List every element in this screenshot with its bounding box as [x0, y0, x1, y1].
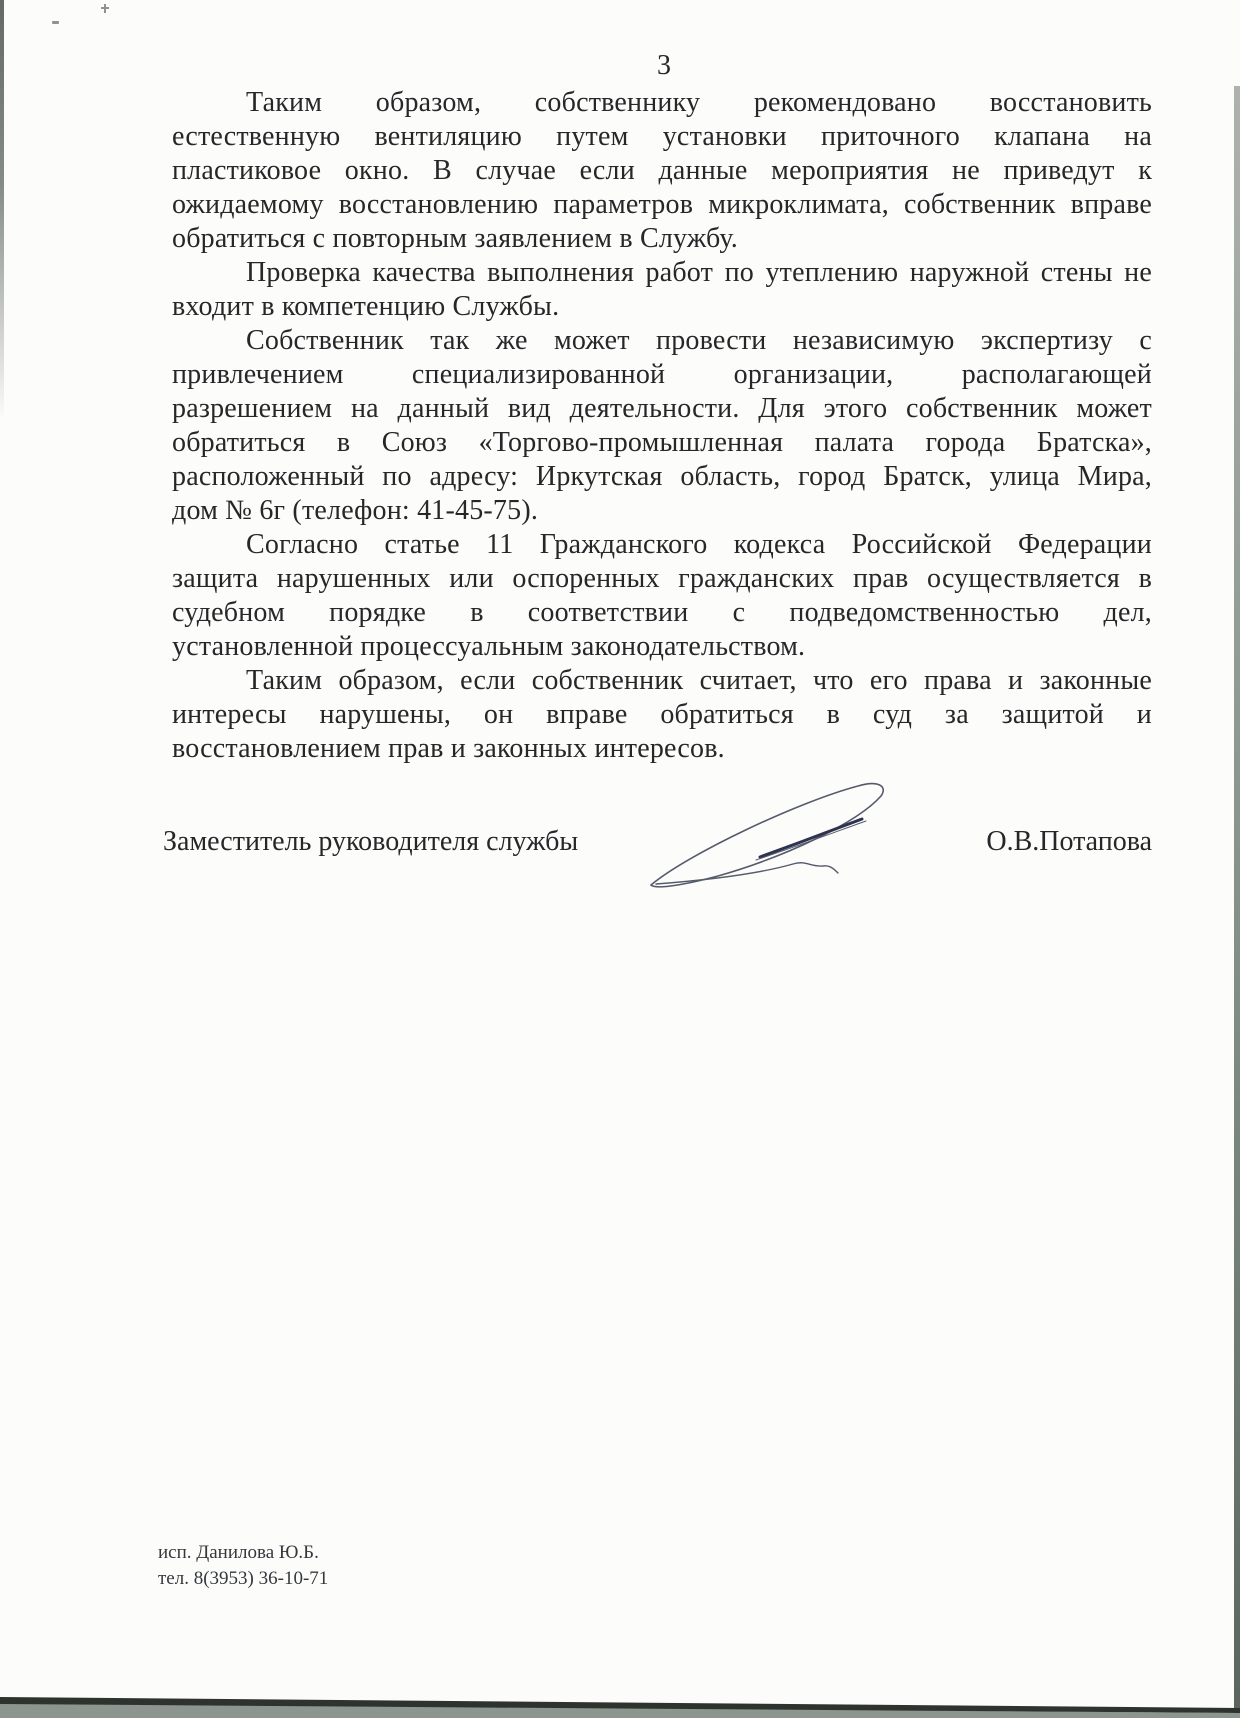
signatory-name: О.В.Потапова [986, 826, 1152, 857]
text-line: судебном порядке в соответствии с подведомственностью дел, [172, 597, 1152, 628]
text-line: Согласно статье 11 Гражданского кодекса Российской Федерации [246, 529, 1152, 560]
scan-edge-bottom [0, 1690, 1240, 1718]
text-line: пластиковое окно. В случае если данные мероприятия не приведут к [172, 155, 1152, 186]
signature-title: Заместитель руководителя службы [163, 826, 579, 857]
text-line: естественную вентиляцию путем установки приточного клапана на [172, 121, 1152, 152]
document-body [172, 86, 1152, 766]
text-line: привлечением специализированной организации, располагающей [172, 359, 1152, 390]
signature-scribble [648, 770, 898, 898]
text-line: Таким образом, собственнику рекомендовано восстановить [246, 87, 1152, 118]
scan-speck [52, 21, 59, 24]
text-line: разрешением на данный вид деятельности. Для этого собственник может [172, 393, 1152, 424]
text-line: обратиться в Союз «Торгово-промышленная палата города Братска», [172, 427, 1152, 458]
paragraph [172, 86, 1152, 256]
scan-speck [101, 7, 109, 9]
paragraph [172, 664, 1152, 766]
paragraph [172, 256, 1152, 324]
text-line: установленной процессуальным законодательством. [172, 631, 806, 662]
text-line: обратиться с повторным заявлением в Службу. [172, 223, 738, 254]
scan-edge-right [1234, 86, 1240, 1718]
text-line: восстановлением прав и законных интересов. [172, 733, 725, 764]
paragraph [172, 528, 1152, 664]
text-line: расположенный по адресу: Иркутская область, город Братск, улица Мира, [172, 461, 1152, 492]
text-line: дом № 6г (телефон: 41-45-75). [172, 495, 539, 526]
text-line: защита нарушенных или оспоренных гражданских прав осуществляется в [172, 563, 1152, 594]
page-number: 3 [657, 50, 671, 81]
footer [158, 1540, 328, 1592]
text-line: Собственник так же может провести независимую экспертизу с [246, 325, 1152, 356]
paragraph [172, 324, 1152, 528]
text-line: интересы нарушены, он вправе обратиться в суд за защитой и [172, 699, 1152, 730]
text-line: Проверка качества выполнения работ по утеплению наружной стены не [246, 257, 1152, 288]
footer-phone: тел. 8(3953) 36-10-71 [158, 1568, 329, 1589]
text-line: входит в компетенцию Службы. [172, 291, 560, 322]
scan-edge-left [0, 0, 4, 420]
text-line: Таким образом, если собственник считает, что его права и законные [246, 665, 1152, 696]
footer-executor: исп. Данилова Ю.Б. [158, 1542, 319, 1563]
text-line: ожидаемому восстановлению параметров микроклимата, собственник вправе [172, 189, 1152, 220]
